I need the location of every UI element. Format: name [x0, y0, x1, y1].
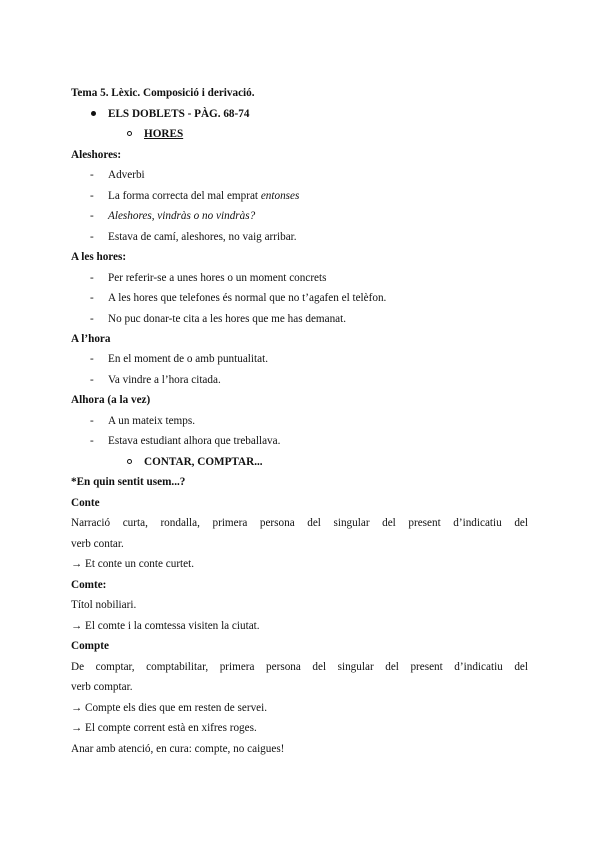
question-heading: *En quin sentit usem...?	[71, 476, 186, 488]
conte-definition-line1: Narració curta, rondalla, primera persona del singular del present d’indicatiu del	[71, 517, 528, 529]
list-item: En el moment de o amb puntualitat.	[108, 353, 269, 365]
comte-example: → El comte i la comtessa visiten la ciutat.	[71, 620, 260, 632]
dash-icon: -	[90, 374, 94, 386]
dash-icon: -	[90, 190, 94, 202]
dash-icon: -	[90, 272, 94, 284]
comte-heading: Comte:	[71, 579, 107, 591]
item-emphasis: entonses	[260, 190, 300, 202]
compte-example-1: → Compte els dies que em resten de servei.	[71, 702, 268, 714]
dash-icon: -	[90, 210, 94, 222]
alhora-heading: Alhora (a la vez)	[71, 394, 151, 406]
conte-definition-line2: verb contar.	[71, 538, 124, 550]
dash-icon: -	[90, 313, 94, 325]
list-item: Aleshores, vindràs o no vindràs?	[108, 210, 256, 222]
compte-definition-line2: verb comptar.	[71, 681, 133, 693]
circle-bullet-icon	[127, 131, 132, 136]
lhora-heading: A l’hora	[71, 333, 111, 345]
subsection-hores-heading: HORES	[144, 128, 184, 140]
compte-example-2: → El compte corrent està en xifres roges.	[71, 722, 257, 734]
item-text: La forma correcta del mal emprat	[108, 190, 261, 202]
circle-bullet-icon	[127, 459, 132, 464]
list-item: Estava de camí, aleshores, no vaig arribar.	[108, 231, 297, 243]
list-item: No puc donar-te cita a les hores que me has demanat.	[108, 313, 347, 325]
list-item: Per referir-se a unes hores o un moment concrets	[108, 272, 327, 284]
subsection-contar-heading: CONTAR, COMPTAR...	[144, 456, 263, 468]
aleshores-heading: Aleshores:	[71, 149, 122, 161]
list-item: Adverbi	[108, 169, 145, 181]
page-title: Tema 5. Lèxic. Composició i derivació.	[71, 87, 255, 99]
dash-icon: -	[90, 415, 94, 427]
compte-heading: Compte	[71, 640, 109, 652]
list-item: Va vindre a l’hora citada.	[108, 374, 221, 386]
compte-definition-line1: De comptar, comptabilitar, primera persona del singular del present d’indicatiu del	[71, 661, 528, 673]
bullet-icon	[91, 111, 96, 116]
section-doblets-heading: ELS DOBLETS - PÀG. 68-74	[108, 108, 250, 120]
list-item	[108, 189, 299, 203]
conte-heading: Conte	[71, 497, 100, 509]
dash-icon: -	[90, 169, 94, 181]
dash-icon: -	[90, 292, 94, 304]
dash-icon: -	[90, 435, 94, 447]
comte-definition: Títol nobiliari.	[71, 599, 137, 611]
ales-hores-heading: A les hores:	[71, 251, 127, 263]
compte-usage-note: Anar amb atenció, en cura: compte, no caigues!	[71, 743, 285, 755]
conte-example: → Et conte un conte curtet.	[71, 558, 195, 570]
list-item: Estava estudiant alhora que treballava.	[108, 435, 281, 447]
dash-icon: -	[90, 231, 94, 243]
dash-icon: -	[90, 353, 94, 365]
list-item: A un mateix temps.	[108, 415, 196, 427]
list-item: A les hores que telefones és normal que no t’agafen el telèfon.	[108, 292, 387, 304]
